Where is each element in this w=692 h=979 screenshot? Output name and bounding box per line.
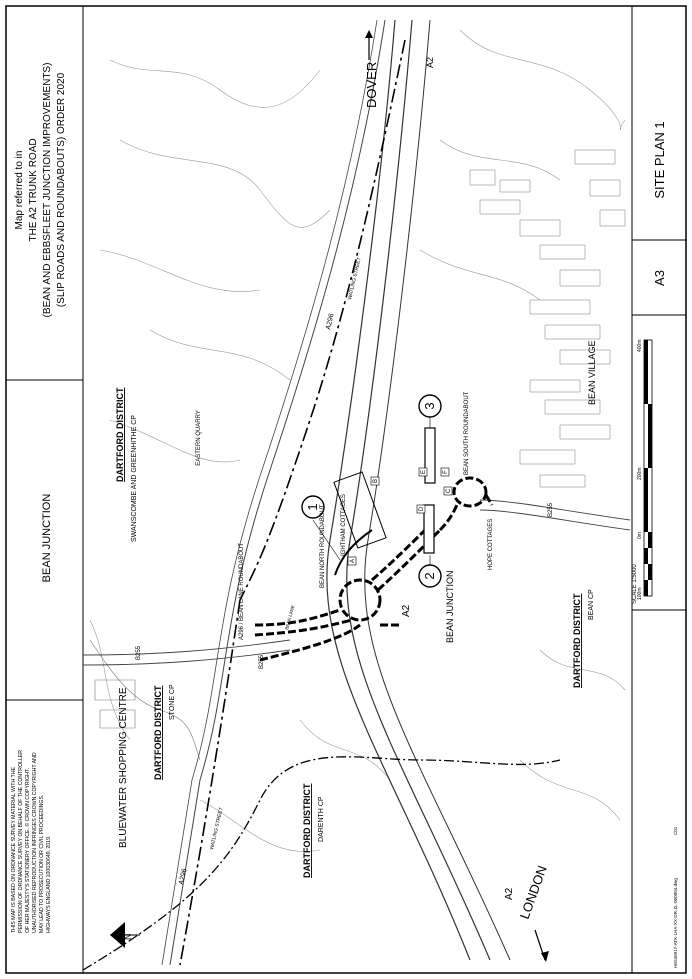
b255-label-mid: B255 (259, 654, 265, 669)
tag-f: F (443, 470, 449, 474)
dartford-district-3: DARTFORD DISTRICT (302, 783, 312, 878)
swanscombe-cp: SWANSCOMBE AND GREENHITHE CP (131, 415, 138, 542)
a2-label-top: A2 (425, 56, 435, 68)
dover-label: DOVER (364, 61, 379, 108)
watling-street-label-top: WATLING STREET (347, 256, 363, 301)
dartford-district-4: DARTFORD DISTRICT (572, 593, 582, 688)
copyright-line-2: PERMISSION OF ORDNANCE SURVEY ON BEHALF OF THE CONTROLLER (18, 749, 24, 933)
paper-size: A3 (652, 270, 667, 286)
tag-c: C (446, 488, 452, 494)
darenth-cp: DARENTH CP (318, 796, 325, 842)
tag-e: E (421, 469, 427, 475)
bean-cp: BEAN CP (588, 589, 595, 620)
order-heading-4: (SLIP ROADS AND ROUNDABOUTS) ORDER 2020 (56, 72, 67, 308)
order-heading-3: (BEAN AND EBBSFLEET JUNCTION IMPROVEMENTS) (42, 62, 53, 318)
sheet-title: SITE PLAN 1 (652, 121, 667, 199)
copyright-line-6: HIGHWAYS ENGLAND 100030649, 2019. (46, 835, 52, 933)
a296-bean-lane-rbt: A296 / BEAN LANE ROUNDABOUT (239, 542, 245, 640)
copyright-line-3: OF HER MAJESTY'S STATIONERY OFFICE. © CROWN COPYRIGHT. (25, 768, 31, 933)
bluewater: BLUEWATER SHOPPING CENTRE (118, 687, 129, 848)
stone-cp: STONE CP (169, 684, 176, 720)
bean-village: BEAN VILLAGE (587, 340, 597, 405)
order-heading-2: THE A2 TRUNK ROAD (28, 138, 39, 242)
bean-north-rbt: BEAN NORTH ROUNDABOUT (320, 504, 326, 588)
watling-street-label-bottom: WATLING STREET (209, 806, 225, 851)
scale-tick-100: 100m (637, 587, 643, 600)
scale-tick-0: 0m (637, 532, 643, 539)
ightham-cottages: IGHTHAM COTTAGES (341, 494, 347, 556)
b255-label-left: B255 (136, 645, 142, 660)
a2-label-bottom: A2 (504, 887, 515, 900)
hope-cottages: HOPE COTTAGES (488, 518, 494, 570)
drawing-reference: HE548917-ATK-LHA-XX-DR-ZL-000004.dwg (673, 878, 678, 968)
order-heading-1: Map referred to in (14, 150, 25, 230)
tag-d: D (419, 506, 425, 512)
tag-a: A (350, 558, 356, 564)
scheme-name: BEAN JUNCTION (41, 493, 53, 583)
eastern-quarry: EASTERN QUARRY (196, 410, 202, 466)
scale-label: SCALE 1:5000 (632, 564, 638, 604)
copyright-line-4: UNAUTHORISED REPRODUCTION INFRINGES CROWN COPYRIGHT AND (32, 752, 38, 933)
a2-label-mid: A2 (401, 604, 412, 617)
tag-b: B (373, 478, 379, 484)
callout-2-label: 2 (422, 572, 437, 580)
scale-tick-400: 400m (637, 339, 643, 352)
dartford-district-2: DARTFORD DISTRICT (153, 685, 163, 780)
dartford-district-1: DARTFORD DISTRICT (115, 387, 125, 482)
callout-3-label: 3 (422, 402, 437, 410)
copyright-line-5: MAY LEAD TO PROSECUTION OR CIVIL PROCEEDINGS. (39, 794, 45, 933)
callout-1-label: 1 (305, 503, 320, 511)
b255-label-right: B255 (548, 502, 554, 517)
a296-label-bottom: A296 (178, 867, 189, 886)
bean-lane: BEAN LANE (284, 604, 296, 631)
bean-junction: BEAN JUNCTION (445, 570, 455, 643)
scale-tick-200: 200m (637, 467, 643, 480)
london-label: LONDON (516, 863, 550, 922)
bean-south-rbt: BEAN SOUTH ROUNDABOUT (464, 391, 470, 475)
revision-code: C01 (673, 826, 678, 835)
a296-label-top: A296 (325, 312, 336, 331)
north-letter: N (123, 933, 133, 940)
copyright-line-1: THIS MAP IS BASED ON ORDNANCE SURVEY MATERIAL WITH THE (11, 767, 17, 933)
